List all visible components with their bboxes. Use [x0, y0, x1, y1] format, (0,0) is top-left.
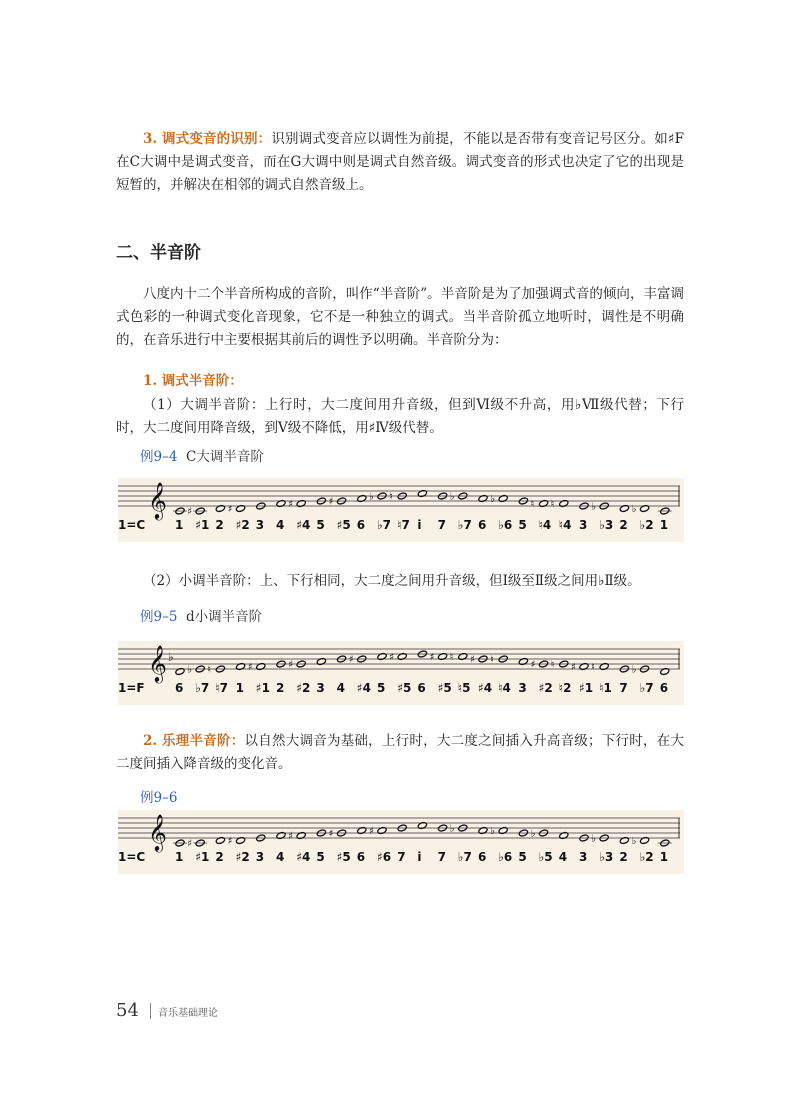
note-accidental: ♮	[530, 499, 535, 510]
scale-degree-number: 6	[478, 850, 487, 864]
scale-degree-number: ♭5	[538, 850, 553, 864]
scale-degree-number: ♭7	[377, 518, 392, 532]
scale-degree-number: ♯1	[195, 850, 210, 864]
scale-degree-number: 6	[417, 681, 426, 695]
book-title: 音乐基础理论	[158, 1008, 218, 1019]
numbered-notation-row	[118, 681, 684, 701]
scale-degree-number: ♮4	[498, 681, 511, 695]
note-accidental: ♯	[470, 654, 475, 666]
section3-paragraph	[116, 128, 684, 197]
minor-chromatic-text: （2）小调半音阶：上、下行相同，大二度之间用升音级，但Ⅰ级至Ⅱ级之间用♭Ⅱ级。	[143, 573, 641, 589]
treble-clef-icon: 𝄞	[148, 813, 167, 851]
section3-text: 识别调式变音应以调性为前提，不能以是否带有变音记号区分。如♯F在C大调中是调式变音，而在G大调中则是调式自然音级。调式变音的形式也决定了它的出现是短暂的，并解决在相邻的调式自然音级上。	[116, 131, 685, 193]
scale-degree-number: ♮4	[538, 518, 552, 532]
note-accidental: ♯	[328, 496, 334, 508]
scale-degree-number: ♭3	[599, 850, 614, 864]
scale-degree-number: ♮7	[215, 681, 229, 695]
sub2-text: 以自然大调音为基础，上行时，大二度之间插入升高音级；下行时，在大二度间插入降音级的变化音。	[116, 733, 685, 772]
note-accidental: ♭	[591, 501, 596, 513]
numbered-notation-row	[118, 518, 684, 538]
scale-degree-number: ♯4	[356, 681, 371, 695]
note-accidental: ♮	[389, 491, 393, 503]
scale-degree-number: 1	[175, 850, 184, 864]
scale-degree-number: 2	[215, 518, 224, 532]
note-accidental: ♮	[207, 664, 211, 676]
scale-degree-number: 2	[215, 850, 224, 864]
scale-degree-number: 7	[619, 681, 628, 695]
scale-degree-number: 2	[276, 681, 285, 695]
scale-degree-number: 6	[356, 518, 366, 532]
scale-degree-number: ♭2	[639, 518, 654, 532]
scale-degree-number: ♯1	[255, 681, 270, 695]
scale-degree-number: 1	[659, 850, 669, 864]
scale-degree-number: i	[417, 850, 422, 864]
footer-divider	[150, 1003, 151, 1019]
sub1-heading: 1. 调式半音阶：	[143, 373, 243, 389]
scale-degree-number: ♯2	[538, 681, 553, 695]
scale-degree-number: ♯5	[437, 681, 452, 695]
music-staff	[118, 641, 684, 705]
scale-degree-number: ♭7	[639, 681, 654, 695]
scale-degree-number: ♯2	[235, 850, 250, 864]
scale-degree-number: 4	[336, 681, 345, 695]
note-accidental: ♭	[631, 504, 637, 515]
scale-degree-number: ♮4	[558, 518, 572, 532]
scale-degree-number: 5	[316, 850, 325, 864]
scale-degree-number: 3	[579, 518, 588, 532]
scale-degree-number: 3	[579, 850, 588, 864]
scale-degree-number: 3	[255, 850, 265, 864]
scale-degree-number: 6	[175, 681, 184, 695]
note-accidental: ♯	[227, 504, 233, 515]
scale-degree-number: ♯5	[397, 681, 412, 695]
scale-degree-number: 4	[558, 850, 568, 864]
page-number: 54	[116, 1000, 139, 1021]
sub2-paragraph	[116, 730, 684, 776]
scale-degree-number: ♭2	[639, 850, 654, 864]
note-accidental: ♭	[631, 664, 637, 676]
note-accidental: ♭	[530, 828, 536, 840]
note-accidental: ♮	[591, 662, 595, 673]
note-accidental: ♯	[328, 828, 334, 840]
scale-degree-number: 3	[518, 681, 527, 695]
scale-degree-number: 1	[659, 518, 669, 532]
note-accidental: ♯	[288, 659, 294, 671]
scale-degree-number: ♯4	[296, 850, 311, 864]
scale-degree-number: 3	[316, 681, 325, 695]
scale-degree-number: i	[417, 518, 422, 532]
music-staff	[118, 810, 684, 874]
scale-degree-number: ♭7	[195, 681, 210, 695]
scale-degree-number: ♮2	[558, 681, 572, 695]
note-accidental: ♭	[490, 826, 495, 837]
scale-degree-number: ♯1	[195, 518, 210, 532]
example-label: 例9–6	[140, 790, 178, 806]
scale-degree-number: 3	[255, 518, 265, 532]
scale-degree-number: ♯4	[296, 518, 311, 532]
scale-degree-number: ♯2	[235, 518, 250, 532]
scale-degree-number: ♯1	[579, 681, 594, 695]
scale-degree-number: 2	[619, 850, 628, 864]
scale-degree-number: 4	[276, 850, 285, 864]
note-accidental: ♭	[449, 823, 455, 835]
key-label: 1=C	[118, 850, 146, 864]
key-signature-flat: ♭	[168, 650, 174, 664]
scale-degree-number: 7	[397, 850, 406, 864]
scale-degree-number: ♭6	[498, 850, 513, 864]
example-label: 例9–5 d小调半音阶	[140, 609, 263, 625]
section-title: 二、半音阶	[116, 243, 201, 263]
treble-clef-icon: 𝄞	[148, 644, 167, 682]
note-accidental: ♯	[348, 654, 354, 666]
scale-degree-number: ♯5	[336, 518, 351, 532]
scale-degree-number: 4	[276, 518, 285, 532]
scale-degree-number: 7	[437, 518, 446, 532]
scale-degree-number: ♮7	[397, 518, 410, 532]
note-accidental: ♯	[369, 826, 374, 837]
sub2-heading: 2. 乐理半音阶：	[143, 733, 245, 749]
key-label: 1=C	[118, 518, 146, 532]
music-staff	[118, 478, 684, 542]
note-accidental: ♯	[429, 652, 435, 663]
scale-degree-number: 1	[175, 518, 184, 532]
scale-degree-number: ♭7	[457, 518, 472, 532]
note-accidental: ♯	[571, 662, 576, 673]
example-label: 例9–4 C大调半音阶	[140, 449, 264, 465]
note-accidental: ♭	[449, 491, 455, 503]
note-accidental: ♮	[550, 499, 555, 510]
scale-degree-number: ♯2	[296, 681, 311, 695]
note-accidental: ♭	[187, 664, 192, 676]
scale-degree-number: 2	[619, 518, 628, 532]
note-accidental: ♯	[288, 831, 294, 842]
note-accidental: ♮	[449, 652, 454, 663]
note-accidental: ♮	[550, 659, 555, 671]
major-chromatic-text: （1）大调半音阶：上行时，大二度间用升音级，但到Ⅵ级不升高，用♭Ⅶ级代替；下行时，大二度间用降音级，到Ⅴ级不降低，用♯Ⅳ级代替。	[116, 397, 684, 436]
scale-degree-number: 6	[356, 850, 366, 864]
note-accidental: ♭	[490, 494, 495, 505]
scale-degree-number: ♭6	[498, 518, 513, 532]
scale-degree-number: 6	[659, 681, 669, 695]
scale-degree-number: 6	[478, 518, 487, 532]
scale-degree-number: ♯4	[478, 681, 493, 695]
note-accidental: ♯	[187, 506, 193, 518]
note-accidental: ♯	[389, 652, 395, 663]
numbered-notation-row	[118, 850, 684, 870]
treble-clef-icon: 𝄞	[148, 481, 167, 519]
scale-degree-number: ♯5	[336, 850, 351, 864]
scale-degree-number: ♮5	[457, 681, 471, 695]
note-accidental: ♯	[187, 838, 193, 850]
key-label: 1=F	[118, 681, 145, 695]
scale-degree-number: ♭3	[599, 518, 614, 532]
scale-degree-number: 5	[518, 518, 527, 532]
note-accidental: ♭	[369, 491, 374, 503]
section3-heading: 3. 调式变音的识别：	[143, 131, 272, 147]
scale-degree-number: 7	[437, 850, 446, 864]
note-accidental: ♭	[631, 836, 637, 847]
scale-degree-number: 1	[235, 681, 244, 695]
note-accidental: ♯	[288, 499, 294, 510]
scale-degree-number: ♭7	[457, 850, 472, 864]
note-accidental: ♮	[490, 654, 494, 666]
note-accidental: ♯	[530, 659, 536, 671]
scale-degree-number: ♯6	[377, 850, 392, 864]
scale-degree-number: 5	[377, 681, 386, 695]
scale-degree-number: 5	[518, 850, 527, 864]
note-accidental: ♯	[247, 662, 253, 673]
scale-degree-number: 5	[316, 518, 325, 532]
intro-paragraph: 八度内十二个半音所构成的音阶，叫作“半音阶”。半音阶是为了加强调式音的倾向，丰富调式色彩的一种调式变化音现象，它不是一种独立的调式。当半音阶孤立地听时，调性是不明确的，在音乐进行中主要根据其前后的调性予以明确。半音阶分为：	[116, 286, 684, 348]
scale-degree-number: ♮1	[599, 681, 612, 695]
note-accidental: ♭	[591, 833, 596, 845]
note-accidental: ♯	[227, 836, 233, 847]
